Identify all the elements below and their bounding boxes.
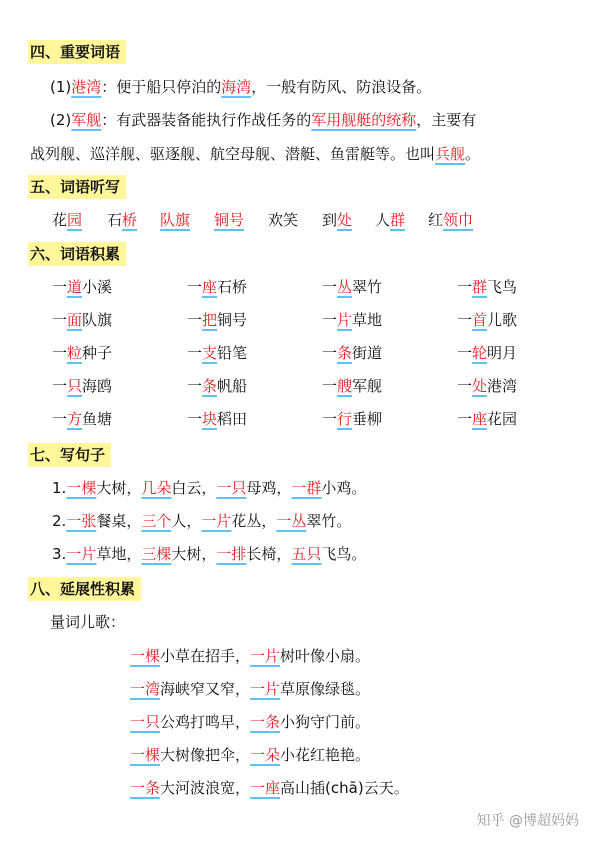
measure-word-item: 一艘军舰 — [322, 377, 383, 395]
sentence-line: 2.一张餐桌，三个人，一片花丛，一丛翠竹。 — [52, 512, 352, 530]
section-6-heading: 六、词语积累 — [28, 242, 126, 266]
measure-word-item: 一道小溪 — [52, 278, 113, 296]
vocab-word: 人群 — [375, 211, 406, 229]
s4-l1-num: (1) — [50, 78, 72, 96]
watermark: 知乎 @博超妈妈 — [476, 813, 579, 829]
section-7-heading: 七、写句子 — [28, 443, 111, 467]
measure-word-item: 一方鱼塘 — [52, 410, 113, 428]
measure-word-item: 一块稻田 — [187, 410, 248, 428]
s4-l2-key: 军用舰艇的统称 — [311, 111, 417, 129]
vocab-word: 欢笑 — [268, 211, 299, 229]
s4-l2-term: 军舰 — [71, 111, 102, 129]
measure-word-item: 一面队旗 — [52, 311, 113, 329]
s4-line-2 — [50, 109, 476, 131]
measure-word-item: 一座石桥 — [187, 278, 248, 296]
measure-word-item: 一条帆船 — [187, 377, 248, 395]
measure-word-item: 一把铜号 — [187, 311, 248, 329]
measure-word-item: 一座花园 — [457, 410, 518, 428]
section-4-heading: 四、重要词语 — [28, 40, 126, 64]
s4-line-1 — [50, 76, 431, 98]
measure-word-item: 一片草地 — [322, 311, 383, 329]
s4-l3-tail: 。 — [465, 145, 481, 163]
rhyme-line: 一条大河波浪宽，一座高山插(chā)云天。 — [130, 779, 409, 797]
section-5-heading: 五、词语听写 — [28, 175, 126, 199]
vocab-word: 石桥 — [107, 211, 138, 229]
s4-l1-tail: ，一般有防风、防浪设备。 — [251, 78, 432, 96]
measure-word-item: 一处港湾 — [457, 377, 518, 395]
s4-l2-num: (2) — [50, 111, 72, 129]
measure-word-item: 一群飞鸟 — [457, 278, 518, 296]
measure-word-item: 一丛翠竹 — [322, 278, 383, 296]
s8-subtitle: 量词儿歌： — [50, 613, 126, 631]
measure-word-item: 一粒种子 — [52, 344, 113, 362]
section-8-heading: 八、延展性积累 — [28, 577, 141, 601]
rhyme-line: 一湾海峡窄又窄，一片草原像绿毯。 — [130, 680, 371, 698]
vocab-word: 铜号 — [214, 211, 245, 229]
vocab-word: 到处 — [322, 211, 353, 229]
s4-l1-text: ：便于船只停泊的 — [101, 78, 222, 96]
rhyme-line: 一棵小草在招手，一片树叶像小扇。 — [130, 647, 371, 665]
s4-line-3 — [30, 143, 480, 165]
sentence-line: 1.一棵大树，几朵白云，一只母鸡，一群小鸡。 — [52, 479, 367, 497]
measure-word-item: 一条街道 — [322, 344, 383, 362]
measure-word-item: 一轮明月 — [457, 344, 518, 362]
rhyme-line: 一只公鸡打鸣早，一条小狗守门前。 — [130, 713, 371, 731]
measure-word-item: 一首儿歌 — [457, 311, 518, 329]
s4-l2-text: ：有武器装备能执行作战任务的 — [101, 111, 312, 129]
vocab-word: 红领巾 — [428, 211, 474, 229]
measure-word-item: 一支铅笔 — [187, 344, 248, 362]
sentence-line: 3.一片草地，三棵大树，一排长椅，五只飞鸟。 — [52, 545, 367, 563]
s4-l1-key: 海湾 — [221, 78, 252, 96]
s4-l1-term: 港湾 — [71, 78, 102, 96]
vocab-word: 队旗 — [160, 211, 191, 229]
measure-word-item: 一只海鸥 — [52, 377, 113, 395]
vocab-word: 花园 — [52, 211, 83, 229]
s4-l2-tail: ，主要有 — [416, 111, 477, 129]
s4-l3-text: 战列舰、巡洋舰、驱逐舰、航空母舰、潜艇、鱼雷艇等。也叫 — [30, 145, 436, 163]
measure-word-item: 一行垂柳 — [322, 410, 383, 428]
s4-l3-key: 兵舰 — [435, 145, 466, 163]
s5-dictation-words — [0, 209, 595, 233]
rhyme-line: 一棵大树像把伞，一朵小花红艳艳。 — [130, 746, 371, 764]
